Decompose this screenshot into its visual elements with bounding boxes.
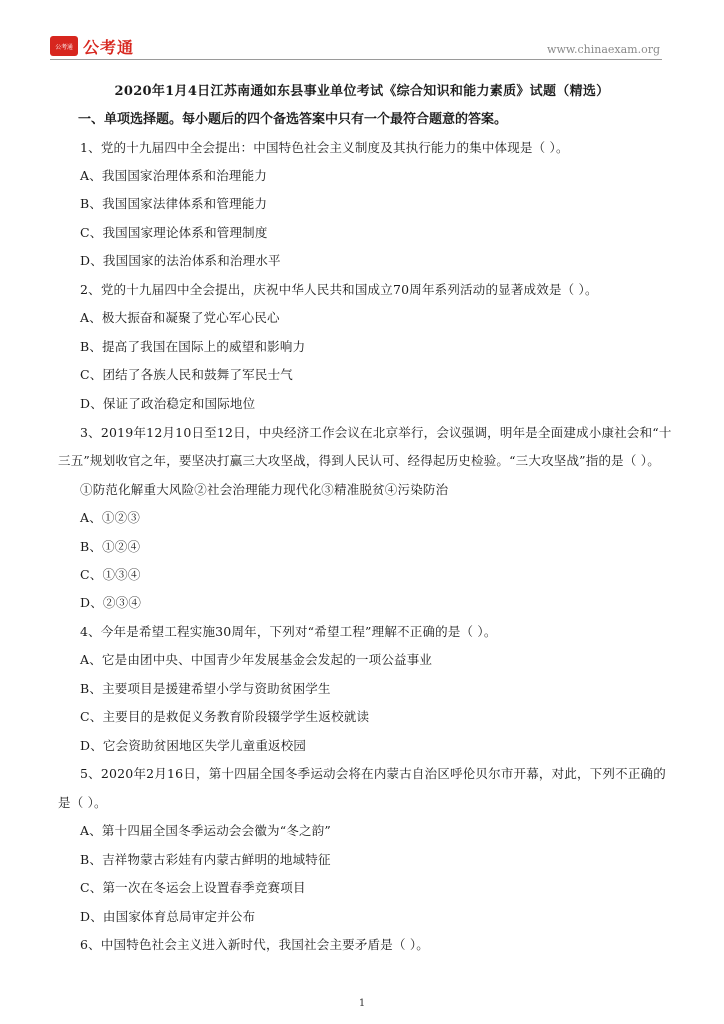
question-3-items: ①防范化解重大风险②社会治理能力现代化③精准脱贫④污染防治 <box>80 482 449 497</box>
question-2: 2、党的十九届四中全会提出，庆祝中华人民共和国成立70周年系列活动的显著成效是（ ）。 <box>80 282 598 297</box>
option-3c: C、①③④ <box>80 567 141 582</box>
option-4c: C、主要目的是救促义务教育阶段辍学学生返校就读 <box>80 709 370 724</box>
option-2b: B、提高了我国在国际上的威望和影响力 <box>80 339 306 354</box>
option-5b: B、吉祥物蒙古彩娃有内蒙古鲜明的地域特征 <box>80 852 331 867</box>
section-heading: 一、单项选择题。每小题后的四个备选答案中只有一个最符合题意的答案。 <box>78 112 508 127</box>
logo-text: 公考通 <box>83 37 135 57</box>
option-4a: A、它是由团中央、中国青少年发展基金会发起的一项公益事业 <box>80 652 433 667</box>
option-2a: A、极大振奋和凝聚了党心军心民心 <box>80 310 280 325</box>
question-5-continued: 是（ ）。 <box>58 795 107 810</box>
question-5: 5、2020年2月16日，第十四届全国冬季运动会将在内蒙古自治区呼伦贝尔市开幕，对此，下列不正确的 <box>80 766 666 781</box>
option-5a: A、第十四届全国冬季运动会会徽为“冬之韵” <box>80 823 332 838</box>
option-4d: D、它会资助贫困地区失学儿童重返校园 <box>80 738 307 753</box>
site-url[interactable]: www.chinaexam.org <box>547 43 660 56</box>
question-1: 1、党的十九届四中全会提出：中国特色社会主义制度及其执行能力的集中体现是（ ）。 <box>80 140 569 155</box>
option-2c: C、团结了各族人民和鼓舞了军民士气 <box>80 367 293 382</box>
logo-badge-icon: 公考通 <box>50 36 78 56</box>
brand-logo[interactable] <box>50 35 134 57</box>
option-4b: B、主要项目是援建希望小学与资助贫困学生 <box>80 681 331 696</box>
page-number: 1 <box>358 998 366 1009</box>
page-header <box>50 34 662 60</box>
option-5d: D、由国家体育总局审定并公布 <box>80 909 256 924</box>
question-3: 3、2019年12月10日至12日，中央经济工作会议在北京举行，会议强调，明年是全面建成小康社会和“十 <box>80 425 672 440</box>
option-3b: B、①②④ <box>80 539 141 554</box>
option-3a: A、①②③ <box>80 510 141 525</box>
option-5c: C、第一次在冬运会上设置春季竞赛项目 <box>80 880 306 895</box>
option-3d: D、②③④ <box>80 595 142 610</box>
option-1b: B、我国国家法律体系和管理能力 <box>80 196 268 211</box>
option-1a: A、我国国家治理体系和治理能力 <box>80 168 268 183</box>
question-4: 4、今年是希望工程实施30周年，下列对“希望工程”理解不正确的是（ ）。 <box>80 624 497 639</box>
question-3-continued: 三五”规划收官之年，要坚决打赢三大攻坚战，得到人民认可、经得起历史检验。“三大攻坚战”指的是（ ）。 <box>58 453 660 468</box>
option-1c: C、我国国家理论体系和管理制度 <box>80 225 268 240</box>
document-title: 2020年1月4日江苏南通如东县事业单位考试《综合知识和能力素质》试题（精选） <box>114 84 610 99</box>
option-2d: D、保证了政治稳定和国际地位 <box>80 396 256 411</box>
question-6: 6、中国特色社会主义进入新时代，我国社会主要矛盾是（ ）。 <box>80 937 429 952</box>
header-divider <box>50 59 662 60</box>
option-1d: D、我国国家的法治体系和治理水平 <box>80 253 281 268</box>
